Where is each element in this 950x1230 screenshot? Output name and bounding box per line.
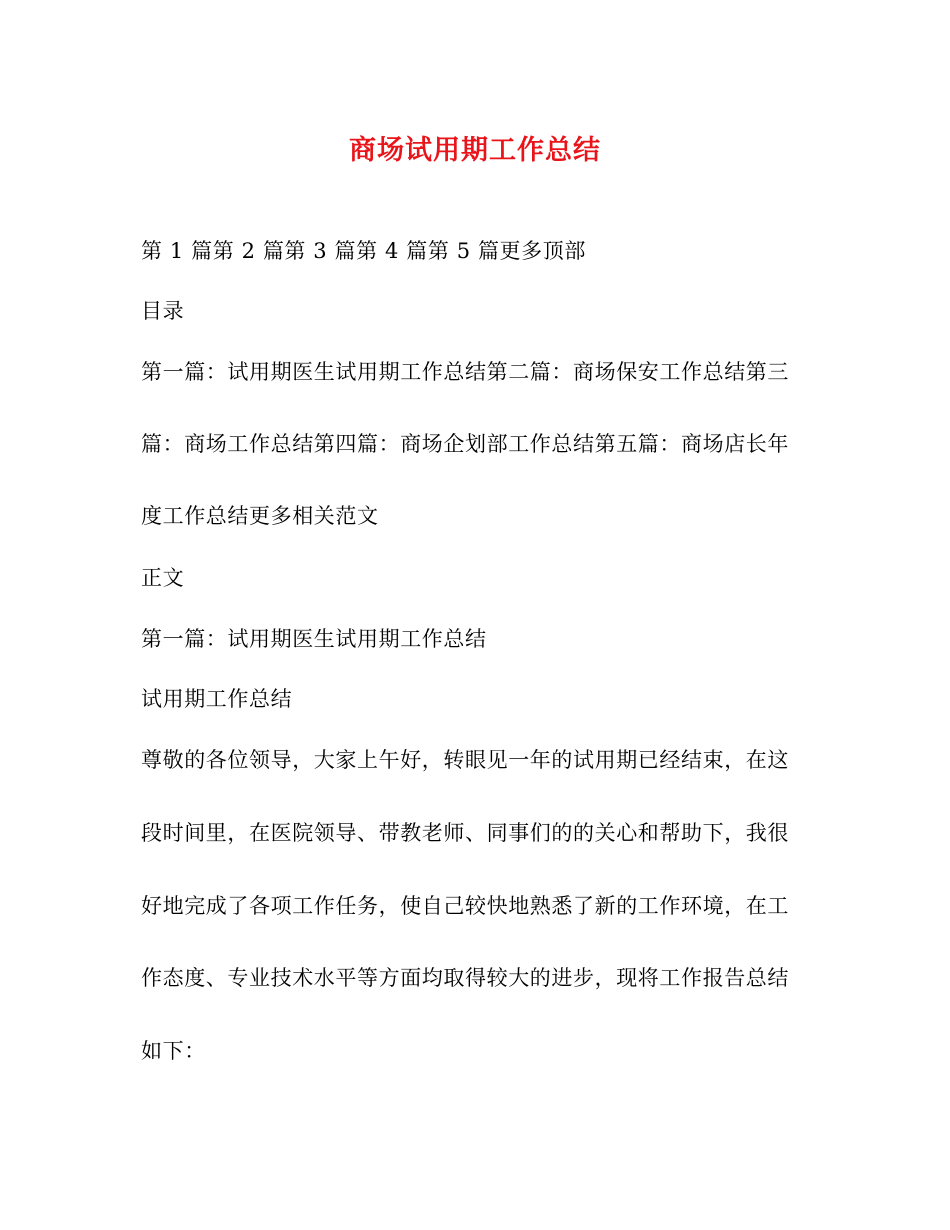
paragraph-line: 作态度、专业技术水平等方面均取得较大的进步，现将工作报告总结 (141, 966, 789, 990)
toc-heading: 目录 (141, 299, 185, 323)
toc-line: 篇：商场工作总结第四篇：商场企划部工作总结第五篇：商场店长年 (141, 432, 789, 456)
section-subheading: 试用期工作总结 (141, 687, 293, 711)
paragraph-line: 段时间里，在医院领导、带教老师、同事们的的关心和帮助下，我很 (141, 821, 789, 845)
document-title: 商场试用期工作总结 (349, 135, 601, 166)
paragraph-line: 如下： (141, 1039, 206, 1063)
body-heading: 正文 (141, 566, 185, 590)
section-heading: 第一篇：试用期医生试用期工作总结 (141, 627, 487, 651)
paragraph-line: 尊敬的各位领导，大家上午好，转眼见一年的试用期已经结束，在这 (141, 748, 789, 772)
article-index-line: 第 1 篇第 2 篇第 3 篇第 4 篇第 5 篇更多顶部 (141, 239, 586, 263)
toc-line: 度工作总结更多相关范文 (141, 504, 379, 528)
paragraph-line: 好地完成了各项工作任务，使自己较快地熟悉了新的工作环境，在工 (141, 894, 789, 918)
toc-line: 第一篇：试用期医生试用期工作总结第二篇：商场保安工作总结第三 (141, 360, 789, 384)
